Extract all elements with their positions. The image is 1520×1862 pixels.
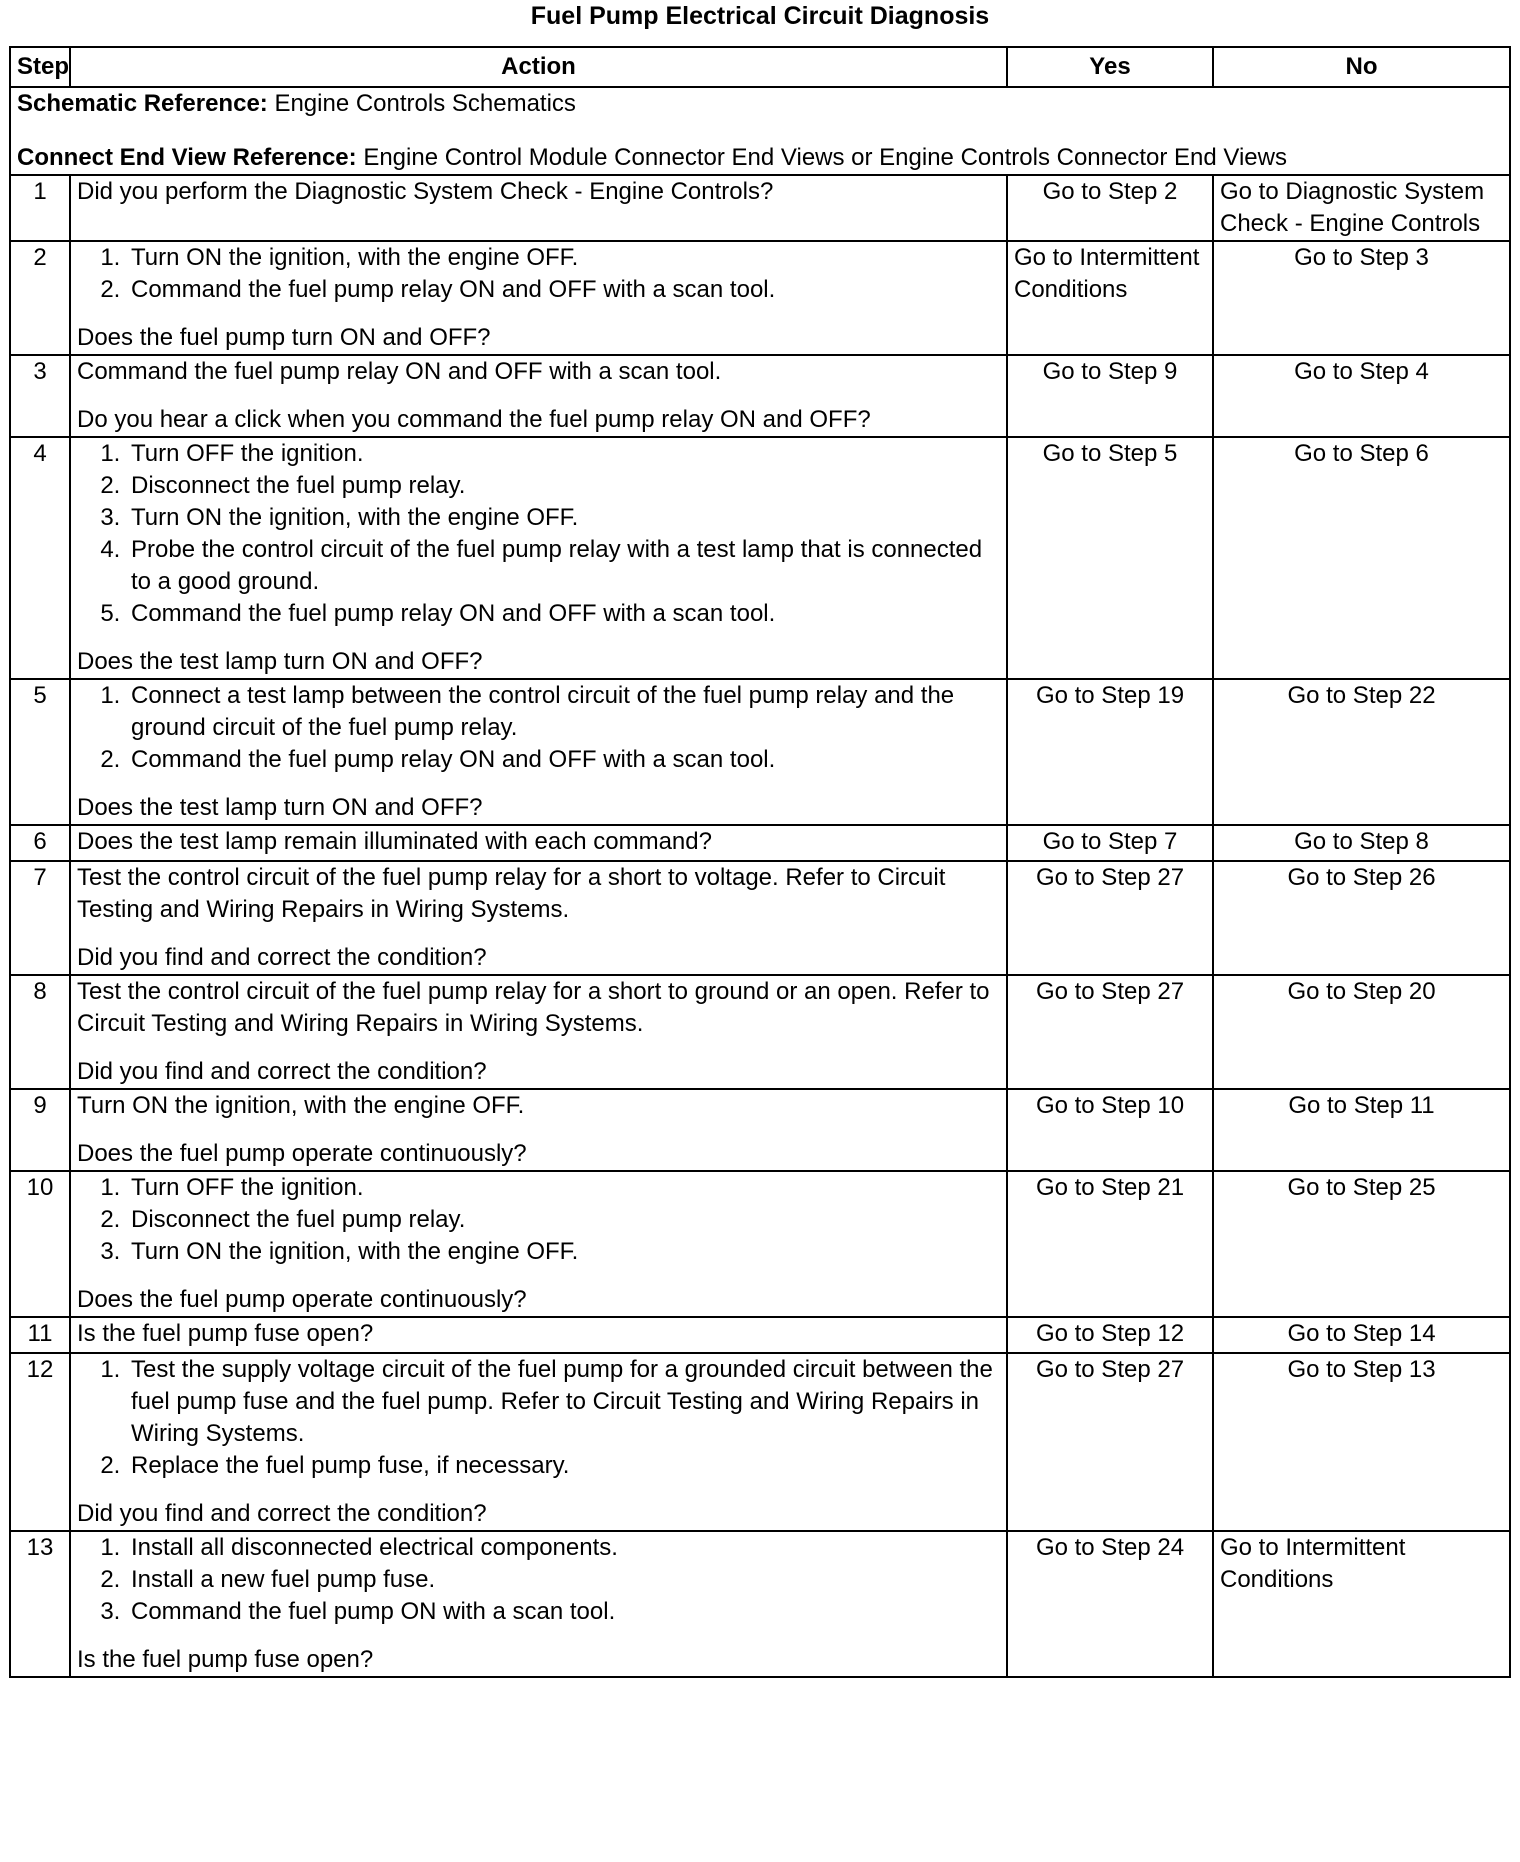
header-no: No <box>1213 47 1510 87</box>
header-yes: Yes <box>1007 47 1213 87</box>
yes-outcome: Go to Step 24 <box>1007 1531 1213 1677</box>
step-number: 5 <box>10 679 70 825</box>
action-cell <box>70 1317 1007 1353</box>
yes-outcome: Go to Step 7 <box>1007 825 1213 861</box>
schematic-reference-label: Schematic Reference: <box>17 90 268 117</box>
action-steps <box>77 680 1000 776</box>
no-outcome: Go to Step 26 <box>1213 861 1510 975</box>
action-step: 2. Command the fuel pump relay ON and OFF with a scan tool. <box>127 274 1000 306</box>
step-number: 13 <box>10 1531 70 1677</box>
action-step: 2. Command the fuel pump relay ON and OFF with a scan tool. <box>127 744 1000 776</box>
table-row <box>10 355 1510 437</box>
action-step: 5. Command the fuel pump relay ON and OFF with a scan tool. <box>127 598 1000 630</box>
action-step: 3. Turn ON the ignition, with the engine OFF. <box>127 502 1000 534</box>
action-step: 4. Probe the control circuit of the fuel pump relay with a test lamp that is connected to a good ground. <box>127 534 1000 598</box>
action-cell <box>70 1531 1007 1677</box>
header-step: Step <box>10 47 70 87</box>
no-outcome: Go to Step 13 <box>1213 1353 1510 1531</box>
action-cell <box>70 679 1007 825</box>
no-outcome: Go to Step 6 <box>1213 437 1510 679</box>
action-cell <box>70 241 1007 355</box>
action-question: Did you find and correct the condition? <box>77 944 487 971</box>
action-cell <box>70 355 1007 437</box>
step-number: 4 <box>10 437 70 679</box>
no-outcome: Go to Intermittent Conditions <box>1213 1531 1510 1677</box>
reference-cell <box>10 87 1510 175</box>
table-row <box>10 437 1510 679</box>
step-number: 1 <box>10 175 70 241</box>
table-row <box>10 1531 1510 1677</box>
action-step: 1. Install all disconnected electrical components. <box>127 1532 1000 1564</box>
action-question: Did you find and correct the condition? <box>77 1500 487 1527</box>
yes-outcome: Go to Step 12 <box>1007 1317 1213 1353</box>
yes-outcome: Go to Step 27 <box>1007 861 1213 975</box>
action-step: 1. Connect a test lamp between the control circuit of the fuel pump relay and the ground circuit of the fuel pump relay. <box>127 680 1000 744</box>
table-row <box>10 175 1510 241</box>
action-text: Test the control circuit of the fuel pump relay for a short to voltage. Refer to Circuit Testing and Wiring Repairs in Wiring Systems. <box>77 864 946 923</box>
yes-outcome: Go to Step 2 <box>1007 175 1213 241</box>
action-question: Is the fuel pump fuse open? <box>77 1646 374 1673</box>
table-row <box>10 825 1510 861</box>
action-question: Do you hear a click when you command the fuel pump relay ON and OFF? <box>77 406 871 433</box>
header-action: Action <box>70 47 1007 87</box>
action-step: 2. Install a new fuel pump fuse. <box>127 1564 1000 1596</box>
step-number: 6 <box>10 825 70 861</box>
action-question: Does the test lamp turn ON and OFF? <box>77 648 483 675</box>
yes-outcome: Go to Step 10 <box>1007 1089 1213 1171</box>
action-question: Does the fuel pump operate continuously? <box>77 1286 527 1313</box>
no-outcome: Go to Diagnostic System Check - Engine Controls <box>1213 175 1510 241</box>
diagnosis-table <box>9 46 1511 1678</box>
no-outcome: Go to Step 4 <box>1213 355 1510 437</box>
step-number: 2 <box>10 241 70 355</box>
page-title: Fuel Pump Electrical Circuit Diagnosis <box>530 2 990 30</box>
no-outcome: Go to Step 11 <box>1213 1089 1510 1171</box>
schematic-reference <box>17 88 1503 120</box>
step-number: 9 <box>10 1089 70 1171</box>
action-steps <box>77 242 1000 306</box>
no-outcome: Go to Step 8 <box>1213 825 1510 861</box>
action-step: 2. Disconnect the fuel pump relay. <box>127 1204 1000 1236</box>
action-steps <box>77 438 1000 630</box>
step-number: 3 <box>10 355 70 437</box>
connector-reference <box>17 142 1503 174</box>
action-steps <box>77 1172 1000 1268</box>
yes-outcome: Go to Step 21 <box>1007 1171 1213 1317</box>
yes-outcome: Go to Step 5 <box>1007 437 1213 679</box>
no-outcome: Go to Step 20 <box>1213 975 1510 1089</box>
action-step: 1. Turn OFF the ignition. <box>127 438 1000 470</box>
connector-reference-label: Connect End View Reference: <box>17 144 357 171</box>
table-row <box>10 679 1510 825</box>
table-row <box>10 1353 1510 1531</box>
action-steps <box>77 1354 1000 1482</box>
action-step: 1. Turn ON the ignition, with the engine OFF. <box>127 242 1000 274</box>
yes-outcome: Go to Step 19 <box>1007 679 1213 825</box>
step-number: 8 <box>10 975 70 1089</box>
action-text: Did you perform the Diagnostic System Check - Engine Controls? <box>77 178 774 205</box>
action-step: 1. Test the supply voltage circuit of the fuel pump for a grounded circuit between the fuel pump fuse and the fuel pump. Refer to Circuit Testing and Wiring Repairs in Wiring Systems. <box>127 1354 1000 1450</box>
action-question: Does the fuel pump operate continuously? <box>77 1140 527 1167</box>
yes-outcome: Go to Step 27 <box>1007 975 1213 1089</box>
no-outcome: Go to Step 22 <box>1213 679 1510 825</box>
action-cell <box>70 175 1007 241</box>
action-step: 3. Turn ON the ignition, with the engine OFF. <box>127 1236 1000 1268</box>
action-cell <box>70 861 1007 975</box>
table-row <box>10 975 1510 1089</box>
no-outcome: Go to Step 14 <box>1213 1317 1510 1353</box>
action-question: Does the test lamp turn ON and OFF? <box>77 794 483 821</box>
schematic-reference-value: Engine Controls Schematics <box>267 90 576 117</box>
action-question: Did you find and correct the condition? <box>77 1058 487 1085</box>
table-row <box>10 1171 1510 1317</box>
table-row <box>10 1317 1510 1353</box>
step-number: 12 <box>10 1353 70 1531</box>
action-text: Turn ON the ignition, with the engine OFF. <box>77 1092 525 1119</box>
action-steps <box>77 1532 1000 1628</box>
action-step: 3. Command the fuel pump ON with a scan tool. <box>127 1596 1000 1628</box>
action-question: Does the fuel pump turn ON and OFF? <box>77 324 491 351</box>
yes-outcome: Go to Intermittent Conditions <box>1007 241 1213 355</box>
no-outcome: Go to Step 3 <box>1213 241 1510 355</box>
action-cell <box>70 1353 1007 1531</box>
table-row <box>10 1089 1510 1171</box>
connector-reference-value: Engine Control Module Connector End Views or Engine Controls Connector End Views <box>356 144 1287 171</box>
action-step: 2. Disconnect the fuel pump relay. <box>127 470 1000 502</box>
action-cell <box>70 975 1007 1089</box>
action-text: Command the fuel pump relay ON and OFF with a scan tool. <box>77 358 722 385</box>
action-text: Does the test lamp remain illuminated with each command? <box>77 828 712 855</box>
step-number: 7 <box>10 861 70 975</box>
action-cell <box>70 1171 1007 1317</box>
no-outcome: Go to Step 25 <box>1213 1171 1510 1317</box>
action-cell <box>70 437 1007 679</box>
action-cell <box>70 825 1007 861</box>
action-step: 1. Turn OFF the ignition. <box>127 1172 1000 1204</box>
action-text: Is the fuel pump fuse open? <box>77 1320 374 1347</box>
header-row <box>10 47 1510 87</box>
table-row <box>10 861 1510 975</box>
reference-row <box>10 87 1510 175</box>
yes-outcome: Go to Step 27 <box>1007 1353 1213 1531</box>
step-number: 11 <box>10 1317 70 1353</box>
step-number: 10 <box>10 1171 70 1317</box>
table-row <box>10 241 1510 355</box>
action-step: 2. Replace the fuel pump fuse, if necessary. <box>127 1450 1000 1482</box>
action-cell <box>70 1089 1007 1171</box>
yes-outcome: Go to Step 9 <box>1007 355 1213 437</box>
action-text: Test the control circuit of the fuel pump relay for a short to ground or an open. Refer to Circuit Testing and Wiring Repairs in Wiring Systems. <box>77 978 990 1037</box>
